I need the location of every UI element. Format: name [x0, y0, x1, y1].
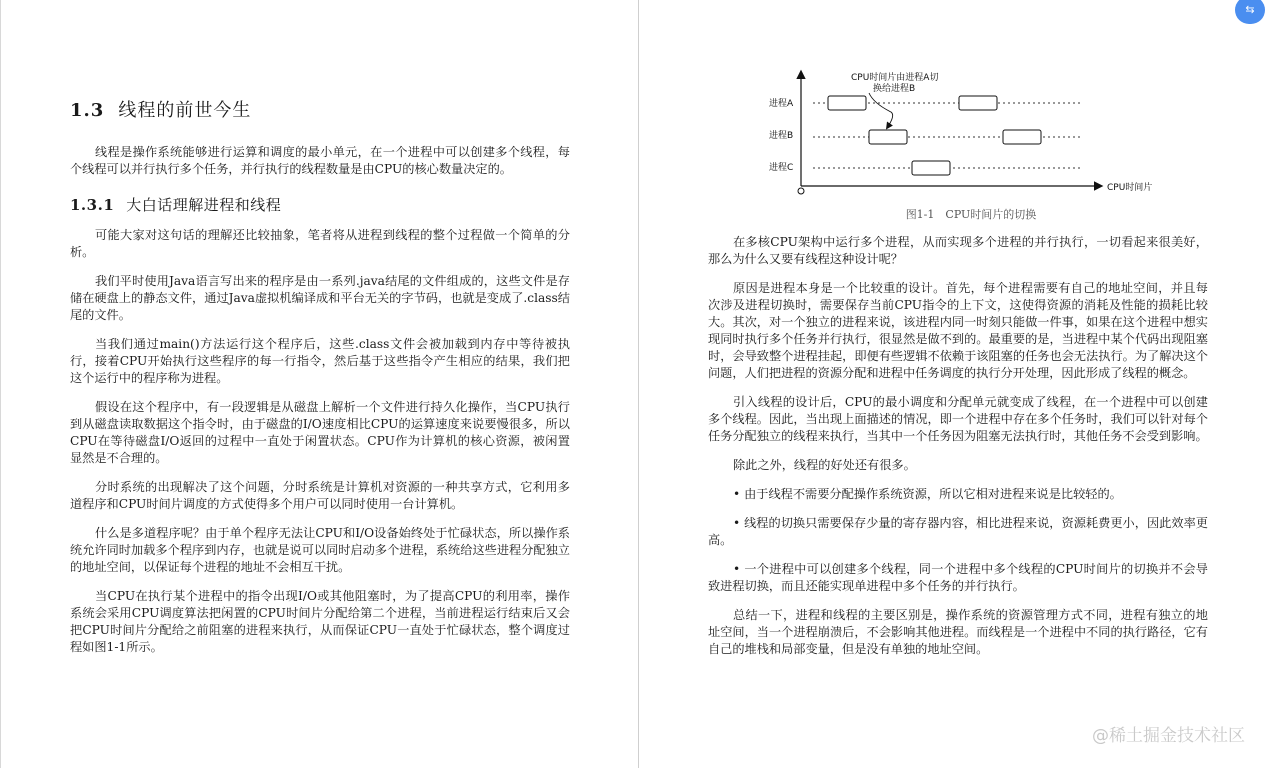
watermark: @稀土掘金技术社区 [1092, 726, 1245, 746]
paragraph: 在多核CPU架构中运行多个进程，从而实现多个进程的并行执行，一切看起来很美好，那么为什么又要有线程这种设计呢？ [708, 235, 1208, 266]
origin-marker [798, 188, 804, 194]
page-toggle-icon[interactable]: ⇆ [1235, 0, 1265, 24]
process-c-label: 进程C [769, 163, 794, 173]
paragraph: 分时系统的出现解决了这个问题，分时系统是计算机对资源的一种共享方式，它利用多道程序和CPU时间片调度的方式使得多个用户可以同时使用一台计算机。 [70, 480, 570, 511]
paragraph: 假设在这个程序中，有一段逻辑是从磁盘上解析一个文件进行持久化操作，当CPU执行到从磁盘读取数据这个指令时，由于磁盘的I/O速度相比CPU的运算速度来说要慢很多，所以CPU在等待磁盘I/O返回的过程中一直处于闲置状态。CPU作为计算机的核心资源，被闲置显然是不合理的。 [70, 400, 570, 465]
paragraph: 我们平时使用Java语言写出来的程序是由一系列.java结尾的文件组成的，这些文件是存储在硬盘上的静态文件，通过Java虚拟机编译成和平台无关的字节码，也就是变成了.class结尾的文件。 [70, 274, 570, 322]
annotation-arrow [869, 93, 893, 128]
bullet-item: • 由于线程不需要分配操作系统资源，所以它相对进程来说是比较轻的。 [733, 487, 1122, 501]
figure-diagram [751, 60, 1191, 205]
left-content [70, 96, 570, 668]
timeslice-a2 [959, 96, 997, 110]
paragraph: 什么是多道程序呢？由于单个程序无法让CPU和I/O设备始终处于忙碌状态，所以操作系统允许同时加载多个程序到内存，也就是说可以同时启动多个进程，系统给这些进程分配独立的地址空间，以保证每个进程的地址不会相互干扰。 [70, 526, 570, 574]
timeslice-b1 [869, 130, 907, 144]
process-a-label: 进程A [769, 99, 794, 109]
annotation-line1: CPU时间片由进程A切 [851, 73, 939, 83]
annotation-line2: 换给进程B [873, 84, 916, 94]
timeslice-a1 [828, 96, 866, 110]
paragraph: 总结一下，进程和线程的主要区别是，操作系统的资源管理方式不同，进程有独立的地址空间，当一个进程崩溃后，不会影响其他进程。而线程是一个进程中不同的执行路径，它有自己的堆栈和局部变量，但是没有单独的地址空间。 [708, 608, 1208, 656]
figure-caption: 图1-1 CPU时间片的切换 [905, 208, 1037, 221]
subsection-heading [70, 194, 570, 215]
bullet-item: • 一个进程中可以创建多个线程，同一个进程中多个线程的CPU时间片的切换并不会导致进程切换，而且还能实现单进程中多个任务的并行执行。 [708, 562, 1208, 593]
timeslice-b2 [1003, 130, 1041, 144]
timeslice-c1 [912, 161, 950, 175]
bullet-item: • 线程的切换只需要保存少量的寄存器内容，相比进程来说，资源耗费更小，因此效率更高。 [708, 516, 1208, 547]
paragraph: 除此之外，线程的好处还有很多。 [733, 458, 916, 472]
x-axis-label: CPU时间片 [1107, 183, 1153, 193]
section-heading [70, 96, 570, 122]
paragraph: 原因是进程本身是一个比较重的设计。首先，每个进程需要有自己的地址空间，并且每次涉及进程切换时，需要保存当前CPU指令的上下文，这使得资源的消耗及性能的损耗比较大。其次，对一个独立的进程来说，该进程内同一时刻只能做一件事，如果在这个进程中想实现同时执行多个任务并行执行，很显然是做不到的。最重要的是，当进程中某个代码出现阻塞时，会导致整个进程挂起，即便有些逻辑不依赖于该阻塞的任务也会无法执行。为了解决这个问题，人们把进程的资源分配和进程中任务调度的执行分开处理，因此形成了线程的概念。 [708, 281, 1208, 380]
figure-cpu-timeslice [751, 60, 1191, 230]
process-b-label: 进程B [769, 131, 794, 141]
paragraph: 引入线程的设计后，CPU的最小调度和分配单元就变成了线程，在一个进程中可以创建多个线程。因此，当出现上面描述的情况，即一个进程中存在多个任务时，我们可以针对每个任务分配独立的线程来执行，当其中一个任务因为阻塞无法执行时，其他任务不会受到影响。 [708, 395, 1208, 443]
page-border [0, 0, 1, 768]
section-title: 线程的前世今生 [118, 100, 252, 121]
paragraph: 当我们通过main()方法运行这个程序后，这些.class文件会被加载到内存中等待被执行，接着CPU开始执行这些程序的每一行指令，然后基于这些指令产生相应的结果，我们把这个运行中的程序称为进程。 [70, 337, 570, 385]
intro-paragraph: 线程是操作系统能够进行运算和调度的最小单元，在一个进程中可以创建多个线程，每个线程可以并行执行多个任务，并行执行的线程数量是由CPU的核心数量决定的。 [70, 145, 570, 176]
right-page [639, 0, 1267, 768]
subsection-number: 1.3.1 [70, 196, 115, 214]
paragraph: 当CPU在执行某个进程中的指令出现I/O或其他阻塞时，为了提高CPU的利用率，操作系统会采用CPU调度算法把闲置的CPU时间片分配给第二个进程，当前进程运行结束后又会把CPU时间片分配给之前阻塞的进程来执行，从而保证CPU一直处于忙碌状态，整个调度过程如图1-1所示。 [70, 589, 570, 654]
subsection-title: 大白话理解进程和线程 [126, 196, 282, 214]
section-number: 1.3 [70, 100, 105, 121]
paragraph: 可能大家对这句话的理解还比较抽象，笔者将从进程到线程的整个过程做一个简单的分析。 [70, 228, 570, 259]
right-content [708, 234, 1208, 670]
